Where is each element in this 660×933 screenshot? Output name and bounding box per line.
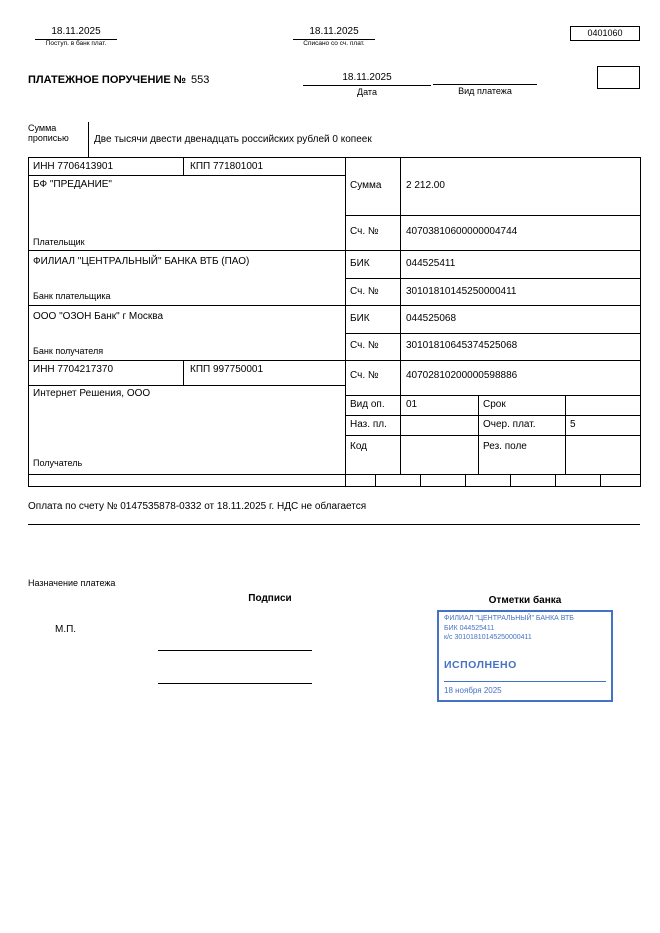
document-date: 18.11.2025 (303, 72, 431, 86)
priority-label: Очер. плат. (483, 419, 536, 430)
debited-date-block (293, 26, 375, 47)
grid-line (28, 305, 640, 306)
payer-bank-bik-label: БИК (350, 258, 370, 269)
payee-name: Интернет Решения, ООО (33, 388, 151, 399)
stamp-status: ИСПОЛНЕНО (444, 659, 517, 671)
grid-line (28, 524, 640, 525)
payer-account: 40703810600000004744 (406, 226, 518, 237)
grid-line (28, 486, 641, 487)
received-date: 18.11.2025 (35, 26, 117, 40)
grid-line (420, 474, 421, 486)
signatures-label: Подписи (248, 593, 292, 604)
nazn-label: Наз. пл. (350, 419, 387, 430)
document-title-label: ПЛАТЕЖНОЕ ПОРУЧЕНИЕ № (28, 74, 186, 86)
grid-line (183, 157, 184, 175)
payee-bank-account: 30101810645374525068 (406, 340, 518, 351)
grid-line (600, 474, 601, 486)
code-label: Код (350, 441, 368, 452)
stamp-corr-account: к/с 30101810145250000411 (444, 634, 532, 641)
amount-value: 2 212.00 (406, 180, 445, 191)
document-date-block (303, 72, 431, 97)
payee-account-label: Сч. № (350, 370, 379, 381)
priority-value: 5 (570, 419, 576, 430)
grid-line (28, 175, 345, 176)
payment-type-code-box (597, 66, 640, 89)
grid-line (375, 474, 376, 486)
payee-inn: ИНН 7704217370 (33, 364, 114, 375)
payer-bank-account: 30101810145250000411 (406, 286, 517, 297)
payer-section-label: Плательщик (33, 237, 85, 247)
signature-line (158, 683, 312, 684)
document-title (28, 74, 209, 87)
grid-line (28, 250, 640, 251)
grid-line (345, 278, 640, 279)
payer-bank-section-label: Банк плательщика (33, 291, 111, 301)
grid-line (28, 385, 345, 386)
document-date-label: Дата (357, 86, 377, 97)
payee-kpp: КПП 997750001 (190, 364, 264, 375)
stamp-date: 18 ноября 2025 (444, 686, 502, 695)
payment-type-label: Вид платежа (458, 86, 512, 96)
amount-in-words-value: Две тысячи двести двенадцать российских рублей 0 копеек (94, 134, 372, 145)
form-code-box (570, 26, 640, 41)
grid-line (465, 474, 466, 486)
payee-bank-account-label: Сч. № (350, 340, 379, 351)
payee-bank-bik: 044525068 (406, 313, 457, 324)
payee-section-label: Получатель (33, 458, 83, 468)
grid-line (400, 157, 401, 474)
payee-account: 40702810200000598886 (406, 370, 518, 381)
grid-line (345, 333, 640, 334)
grid-line (555, 474, 556, 486)
stamp-place-label: М.П. (55, 624, 77, 635)
payer-bank-account-label: Сч. № (350, 286, 379, 297)
op-type-value: 01 (406, 399, 418, 410)
grid-line (565, 395, 566, 474)
term-label: Срок (483, 399, 506, 410)
payer-inn: ИНН 7706413901 (33, 161, 114, 172)
purpose-text: Оплата по счету № 0147535878-0332 от 18.11.2025 г. НДС не облагается (28, 501, 367, 512)
payment-type-value (433, 72, 537, 85)
payment-type-block (433, 72, 537, 96)
document-number: 553 (191, 74, 210, 86)
grid-line (510, 474, 511, 486)
amount-label: Сумма (350, 180, 382, 191)
reserve-label: Рез. поле (483, 441, 527, 452)
grid-line (28, 474, 640, 475)
amount-in-words-label: Сумма прописью (28, 123, 69, 144)
payee-bank-section-label: Банк получателя (33, 346, 104, 356)
grid-line (345, 215, 640, 216)
payer-kpp: КПП 771801001 (190, 161, 264, 172)
signature-line (158, 650, 312, 651)
payer-bank-bik: 044525411 (406, 258, 456, 269)
debited-date-label: Списано со сч. плат. (303, 39, 365, 47)
grid-line (28, 157, 640, 158)
received-date-block (35, 26, 117, 47)
stamp-divider (444, 681, 606, 682)
grid-line (345, 157, 346, 486)
payee-bank-name: ООО "ОЗОН Банк" г Москва (33, 311, 164, 322)
grid-line (28, 157, 29, 486)
grid-line (345, 395, 640, 396)
debited-date: 18.11.2025 (293, 26, 375, 40)
grid-line (183, 360, 184, 385)
grid-line (345, 435, 640, 436)
grid-line (640, 157, 641, 486)
grid-line (345, 415, 640, 416)
bank-marks-label: Отметки банка (488, 595, 562, 606)
purpose-label: Назначение платежа (28, 578, 116, 588)
payer-account-label: Сч. № (350, 226, 379, 237)
grid-line (28, 360, 640, 361)
payee-bank-bik-label: БИК (350, 313, 370, 324)
form-code: 0401060 (587, 28, 623, 38)
payer-name: БФ "ПРЕДАНИЕ" (33, 179, 112, 190)
stamp-bik: БИК 044525411 (444, 625, 495, 632)
received-date-label: Поступ. в банк плат. (45, 39, 107, 47)
op-type-label: Вид оп. (350, 399, 385, 410)
payer-bank-name: ФИЛИАЛ "ЦЕНТРАЛЬНЫЙ" БАНКА ВТБ (ПАО) (33, 256, 250, 267)
grid-line (88, 122, 89, 157)
grid-line (478, 395, 479, 474)
stamp-bank-name: ФИЛИАЛ "ЦЕНТРАЛЬНЫЙ" БАНКА ВТБ (444, 615, 574, 622)
